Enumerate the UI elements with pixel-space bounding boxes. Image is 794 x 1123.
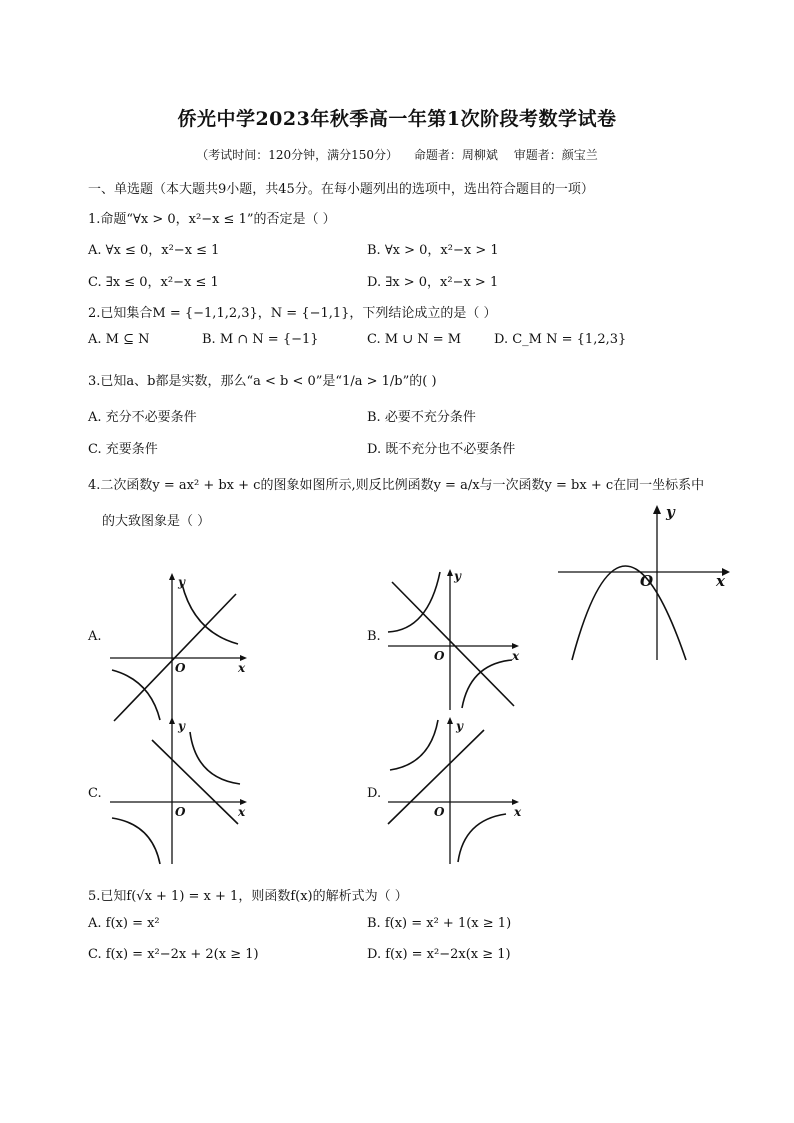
q2-option-b: B. M ∩ N = {−1} <box>202 332 319 347</box>
q5-option-d: D. f(x) = x²−2x(x ≥ 1) <box>367 947 511 962</box>
hyperbola-lower <box>112 818 160 864</box>
q4-stem-line2: 的大致图象是（ ） <box>102 514 211 529</box>
q1-option-a: A. ∀x ≤ 0，x²−x ≤ 1 <box>88 243 220 258</box>
q4-option-a-graph <box>108 572 253 722</box>
q2-stem: 2.已知集合M = {−1,1,2,3}，N = {−1,1}，下列结论成立的是（ ） <box>88 306 497 321</box>
axis-label-y: y <box>178 719 185 733</box>
axis-label-y: y <box>454 569 461 583</box>
q3-option-a: A. 充分不必要条件 <box>88 410 197 425</box>
reviewer: 审题者：颜宝兰 <box>513 148 598 162</box>
q3-option-d: D. 既不充分也不必要条件 <box>367 442 516 457</box>
exam-meta <box>0 146 794 163</box>
q4-option-d-label: D. <box>367 786 382 801</box>
origin-label: O <box>175 805 186 819</box>
q4-option-b-label: B. <box>367 629 381 644</box>
q2-option-c: C. M ∪ N = M <box>367 332 462 347</box>
y-arrow <box>447 717 453 724</box>
axis-label-y: y <box>456 719 463 733</box>
q1-option-d: D. ∃x > 0，x²−x > 1 <box>367 275 499 290</box>
q4-option-c-graph <box>108 716 253 866</box>
axis-label-x: x <box>238 805 246 819</box>
y-arrow <box>653 505 661 514</box>
quadratic-graph <box>550 500 740 665</box>
axis-label-y: y <box>666 503 675 521</box>
setter: 命题者：周柳斌 <box>413 148 498 162</box>
q5-option-c: C. f(x) = x²−2x + 2(x ≥ 1) <box>88 947 259 962</box>
y-arrow <box>169 717 175 724</box>
hyperbola-lower <box>112 670 160 720</box>
q1-option-c: C. ∃x ≤ 0，x²−x ≤ 1 <box>88 275 219 290</box>
exam-time: （考试时间：120分钟，满分150分） <box>196 148 399 162</box>
axis-label-y: y <box>178 575 185 589</box>
q3-stem: 3.已知a、b都是实数，那么“a < b < 0”是“1/a > 1/b”的( ) <box>88 374 437 389</box>
hyperbola-upper <box>390 720 438 770</box>
origin-label: O <box>434 649 445 663</box>
q5-option-b: B. f(x) = x² + 1(x ≥ 1) <box>367 916 512 931</box>
axis-label-x: x <box>238 661 246 675</box>
q4-option-d-graph <box>386 716 531 866</box>
hyperbola-lower <box>462 660 512 708</box>
axis-label-x: x <box>514 805 522 819</box>
hyperbola-upper <box>190 732 240 784</box>
q4-stem-line1: 4.二次函数y = ax² + bx + c的图象如图所示,则反比例函数y = a/x与一次函数y = bx + c在同一坐标系中 <box>88 478 705 493</box>
y-arrow <box>169 573 175 580</box>
origin-label: O <box>640 572 654 590</box>
q4-option-b-graph <box>386 568 531 713</box>
q5-stem: 5.已知f(√x + 1) = x + 1，则函数f(x)的解析式为（ ） <box>88 889 408 904</box>
q2-option-d: D. C_M N = {1,2,3} <box>494 332 627 347</box>
axis-label-x: x <box>512 649 520 663</box>
q4-option-c-label: C. <box>88 786 102 801</box>
y-arrow <box>447 569 453 576</box>
section-heading: 一、单选题（本大题共9小题，共45分。在每小题列出的选项中，选出符合题目的一项） <box>88 182 594 197</box>
page-title: 侨光中学2023年秋季高一年第1次阶段考数学试卷 <box>177 108 617 130</box>
hyperbola-lower <box>458 814 506 862</box>
q2-option-a: A. M ⊆ N <box>88 332 150 347</box>
q3-option-c: C. 充要条件 <box>88 442 158 457</box>
line <box>392 582 514 706</box>
q3-option-b: B. 必要不充分条件 <box>367 410 476 425</box>
hyperbola-upper <box>182 584 238 644</box>
axis-label-x: x <box>716 572 725 590</box>
parabola <box>572 566 686 660</box>
q4-option-a-label: A. <box>88 629 102 644</box>
origin-label: O <box>175 661 186 675</box>
origin-label: O <box>434 805 445 819</box>
q5-option-a: A. f(x) = x² <box>88 916 160 931</box>
q1-option-b: B. ∀x > 0，x²−x > 1 <box>367 243 499 258</box>
q1-stem: 1.命题“∀x > 0，x²−x ≤ 1”的否定是（ ） <box>88 212 336 227</box>
